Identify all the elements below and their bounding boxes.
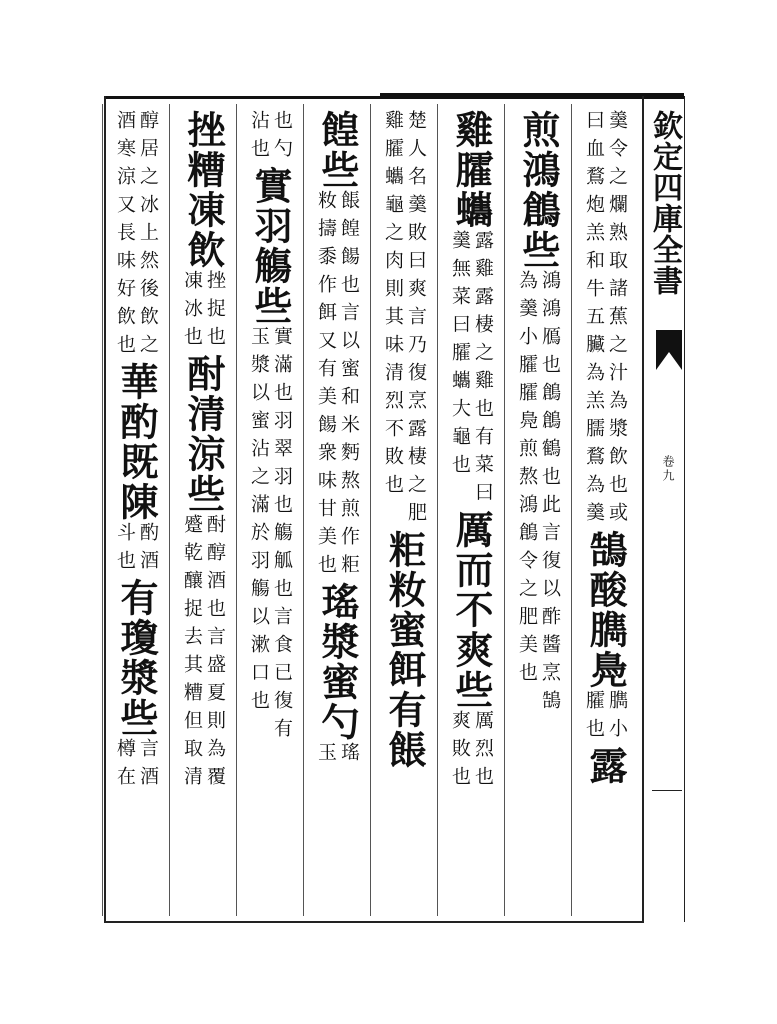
commentary-line: 酒寒涼又長味好飲也	[114, 110, 136, 362]
commentary-line: 為羹小臛臛鳧煎熬鴻鶬令之肥美也	[516, 270, 538, 690]
main-text: 華酌既陳	[114, 362, 159, 522]
commentary	[182, 514, 224, 794]
margin-tick	[652, 790, 682, 791]
commentary	[584, 690, 626, 746]
commentary-line: 鴻鴻鴈也鶬鶬鶴也此言復以酢醬烹鵠	[539, 270, 561, 718]
commentary-line: 斗也	[114, 522, 136, 578]
text-column-c4	[376, 110, 432, 910]
column-divider	[102, 104, 103, 916]
commentary-line: 玉漿以蜜沾之滿於羽觴以漱口也	[248, 326, 270, 718]
book-title-text: 欽定四庫全書	[647, 110, 682, 296]
main-text: 實羽觴些	[248, 166, 293, 326]
commentary-line: 雞臛蠵龜之肉則其味清烈不敗也	[382, 110, 404, 502]
commentary	[316, 742, 358, 770]
column-divider	[303, 104, 304, 916]
main-text: 鵠酸臇鳧	[583, 530, 628, 690]
commentary	[115, 738, 157, 794]
commentary	[383, 110, 425, 530]
main-text: 煎鴻鶬些	[516, 110, 561, 270]
commentary-line: 玉	[315, 742, 337, 770]
main-text: 有瓊漿些	[114, 578, 159, 738]
commentary-line: 蹙乾釀捉去其糟但取清	[181, 514, 203, 794]
commentary	[115, 110, 157, 362]
right-border	[684, 96, 685, 922]
column-divider	[370, 104, 371, 916]
commentary-line: 臛也	[583, 690, 605, 746]
main-text: 雞臛蠵	[449, 110, 494, 230]
commentary-line: 也勺	[271, 110, 293, 166]
main-text: 露	[583, 746, 628, 786]
commentary-line: 言酒	[137, 738, 159, 794]
column-divider	[169, 104, 170, 916]
commentary	[115, 522, 157, 578]
commentary	[517, 270, 559, 718]
main-text: 酎清涼些	[181, 354, 226, 514]
commentary	[249, 110, 291, 166]
commentary-line: 凍冰也	[181, 270, 203, 354]
commentary-line: 曰血鶩炮羔和牛五臟為羔臑鶩為羹	[583, 110, 605, 530]
commentary	[316, 190, 358, 582]
text-column-c3	[443, 110, 499, 910]
commentary-line: 楚人名羹敗曰爽言乃復烹露棲之肥	[405, 110, 427, 530]
commentary	[450, 710, 492, 794]
column-divider	[236, 104, 237, 916]
main-text: 厲而不爽些	[449, 510, 494, 710]
commentary-line: 酌酒	[137, 522, 159, 578]
commentary-line: 沾也	[248, 110, 270, 166]
bottom-border	[104, 921, 644, 923]
section-number: 卷九	[661, 455, 675, 483]
main-text: 粔籹蜜餌有餦	[382, 530, 427, 770]
fish-tail-mark-icon	[656, 330, 682, 370]
commentary-line: 實滿也羽翠羽也觴觚也言食已復有	[271, 326, 293, 746]
left-border	[104, 96, 106, 922]
commentary-line: 醇居之冰上然後飲之	[137, 110, 159, 362]
commentary-line: 餦餭餳也言以蜜和米麪熬煎作粔	[338, 190, 360, 582]
commentary-line: 羹令之爛熟取諸蕉之汁為漿飲也或	[606, 110, 628, 530]
commentary-line: 瑤	[338, 742, 360, 770]
commentary-line: 爽敗也	[449, 710, 471, 794]
text-column-c1	[577, 110, 633, 910]
book-title	[644, 110, 684, 296]
commentary-line: 羹無菜曰臛蠵大龜也	[449, 230, 471, 482]
top-border-thick	[380, 93, 684, 96]
commentary-line: 酎醇酒也言盛夏則為覆	[204, 514, 226, 794]
commentary	[584, 110, 626, 530]
commentary	[249, 326, 291, 746]
commentary-line: 樽在	[114, 738, 136, 794]
column-divider	[571, 104, 572, 916]
column-divider	[437, 104, 438, 916]
main-text: 餭些	[315, 110, 360, 190]
commentary-line: 挫捉也	[204, 270, 226, 354]
main-text: 挫糟凍飲	[181, 110, 226, 270]
commentary	[450, 230, 492, 510]
text-column-c6	[242, 110, 298, 910]
main-text: 瑤漿蜜勺	[315, 582, 360, 742]
commentary-line: 臇小	[606, 690, 628, 746]
text-column-c8	[108, 110, 164, 910]
commentary	[182, 270, 224, 354]
text-column-c7	[175, 110, 231, 910]
column-divider	[504, 104, 505, 916]
text-column-c5	[309, 110, 365, 910]
commentary-line: 露雞露棲之雞也有菜曰	[472, 230, 494, 510]
commentary-line: 籹擣黍作餌又有美餳衆味甘美也	[315, 190, 337, 582]
top-border	[104, 96, 684, 99]
commentary-line: 厲烈也	[472, 710, 494, 794]
text-column-c2	[510, 110, 566, 910]
